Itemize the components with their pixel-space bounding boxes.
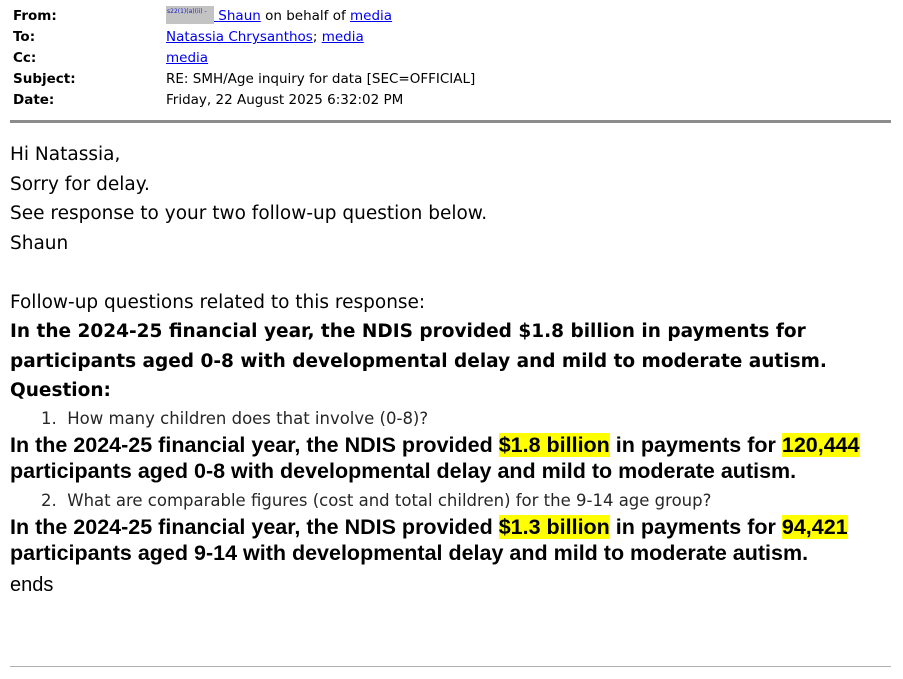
redaction-code: s22(1)(a)(ii) - — [167, 8, 207, 15]
question-1-number: 1. — [41, 408, 57, 428]
cc-value — [166, 48, 208, 69]
sender-signoff: Shaun — [10, 232, 69, 254]
answer-2: In the 2024-25 financial year, the NDIS provided $1.3 billion in payments for 94,421 participants aged 9-14 with developmental delay and mild to moderate autism. — [10, 514, 848, 565]
answer-2-cost-highlight: $1.3 billion — [498, 514, 610, 539]
date-value: Friday, 22 August 2025 6:32:02 PM — [166, 92, 404, 108]
question-1 — [41, 406, 895, 432]
question-2 — [41, 488, 895, 514]
answer-1-cost-highlight: $1.8 billion — [498, 432, 610, 457]
redaction-box — [166, 6, 214, 24]
question-label: Question: — [10, 380, 111, 401]
subject-value: RE: SMH/Age inquiry for data [SEC=OFFICIAL] — [166, 71, 476, 87]
answer-1: In the 2024-25 financial year, the NDIS provided $1.8 billion in payments for 120,444 participants aged 0-8 with developmental delay and mild to moderate autism. — [10, 432, 860, 483]
answer-2-count-highlight: 94,421 — [781, 514, 848, 539]
from-label: From: — [13, 8, 57, 24]
followup-intro: Follow-up questions related to this response: — [10, 291, 426, 313]
subject-label: Subject: — [13, 71, 76, 87]
response-intro: See response to your two follow-up question below. — [10, 203, 488, 224]
to-value — [166, 27, 364, 48]
from-value — [166, 6, 392, 27]
to-recipient-link[interactable]: Natassia Chrysanthos — [166, 29, 313, 45]
apology-line: Sorry for delay. — [10, 173, 150, 195]
question-1-text: How many children does that involve (0-8)? — [67, 408, 429, 428]
blank-line — [10, 258, 895, 288]
ends-marker: ends — [10, 573, 54, 596]
header-separator — [10, 120, 891, 123]
email-body — [10, 140, 895, 600]
answer-1-count-highlight: 120,444 — [781, 432, 860, 457]
bottom-separator — [10, 666, 891, 667]
cc-media-link[interactable]: media — [166, 50, 209, 66]
question-2-number: 2. — [41, 490, 57, 510]
original-statement: In the 2024-25 financial year, the NDIS provided $1.8 billion in payments for participants aged 0-8 with developmental delay and mild to moderate autism. — [10, 321, 827, 372]
on-behalf-text: on behalf of — [265, 8, 346, 24]
greeting: Hi Natassia, — [10, 144, 121, 165]
cc-label: Cc: — [13, 50, 37, 66]
from-name-link[interactable]: Shaun — [218, 8, 261, 24]
from-media-link[interactable]: media — [350, 8, 393, 24]
question-2-text: What are comparable figures (cost and total children) for the 9-14 age group? — [67, 490, 712, 510]
date-label: Date: — [13, 92, 55, 108]
to-separator: ; — [312, 29, 318, 45]
to-media-link[interactable]: media — [321, 29, 364, 45]
to-label: To: — [13, 29, 36, 45]
